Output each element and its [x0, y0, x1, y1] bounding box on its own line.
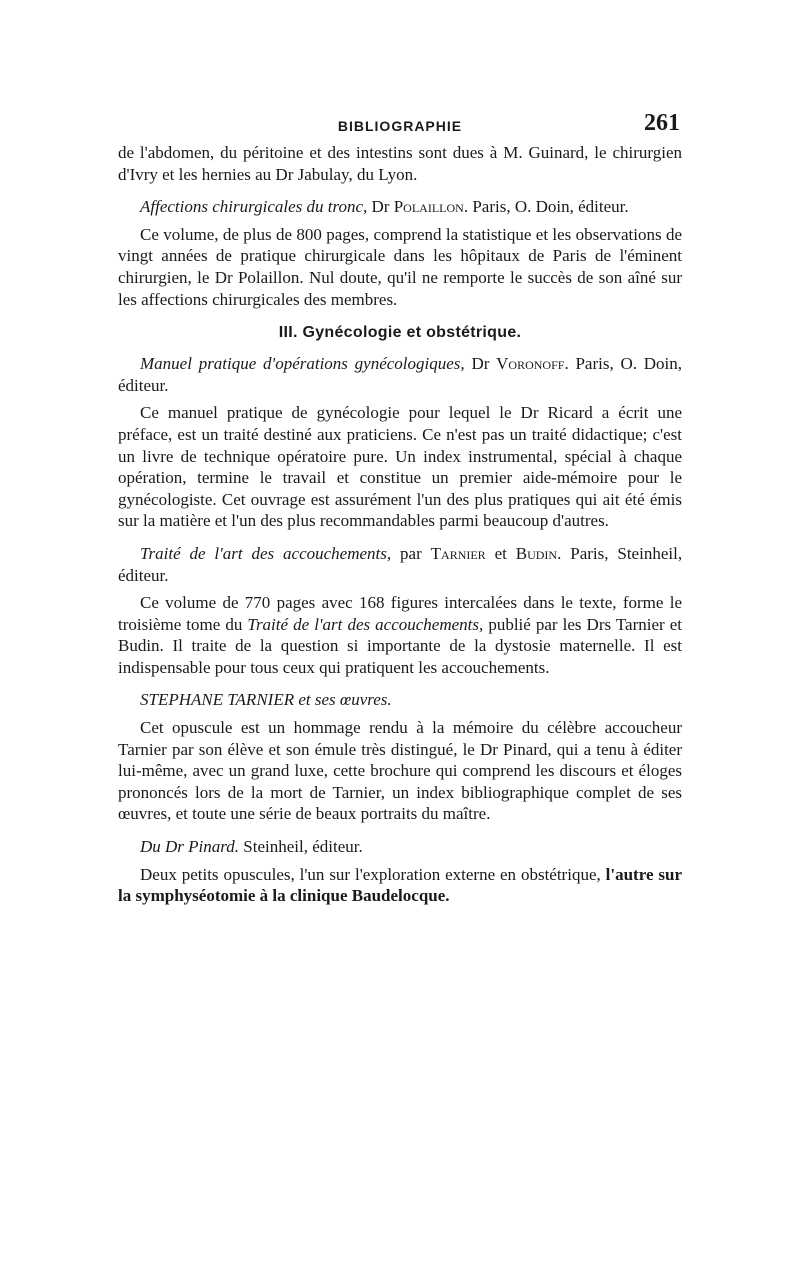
entry-title: Du Dr Pinard. [140, 837, 240, 857]
entry-publisher: Steinheil, éditeur. [243, 837, 363, 857]
entry-and: et [494, 543, 507, 563]
page-number: 261 [644, 110, 680, 136]
review-line: Deux petits opuscules, l'un sur l'exploration externe en obstétrique, [140, 864, 601, 884]
bibliography-entry-tarnier-budin [118, 543, 682, 586]
continuation-paragraph: de l'abdomen, du péritoine et des intestins sont dues à M. Guinard, le chirurgien d'Ivry et les hernies au Dr Jabulay, du Lyon. [118, 143, 682, 184]
review-cited-title: Traité de l'art des accouchements, [247, 614, 484, 634]
author-prefix: Dr [371, 197, 390, 217]
author-prefix: Dr [471, 354, 490, 374]
entry-author: Voronoff. [496, 354, 569, 374]
bibliography-entry-pinard [118, 836, 682, 858]
entry-connector: par [400, 543, 422, 563]
entry-author: Polaillon. [393, 197, 469, 217]
review-text: Ce volume de 770 pages avec 168 figures intercalées dans le texte, forme le troisième tome du [118, 593, 682, 634]
entry-title: Affections chirurgicales du tronc, [140, 197, 368, 217]
bibliography-entry-stephane-tarnier [118, 689, 682, 711]
entry-author: Tarnier [430, 543, 486, 563]
entry-author-2: Budin. [515, 543, 562, 563]
entry-publisher: Paris, O. Doin, éditeur. [118, 354, 683, 395]
review-text: publié par les Drs Tarnier et Budin. Il traite de la question si importante de la dystosie maternelle. Il est indispensable pour tous ceux qui pratiquent les accouchements. [118, 614, 683, 677]
review-paragraph: Ce volume, de plus de 800 pages, comprend la statistique et les observations de vingt années de pratique chirurgicale dans les hôpitaux de Paris de l'éminent chirurgien, le Dr Polaillon. Nul doute, qu'il ne remporte le succès de son aîné sur les affections chirurgicales des membres. [118, 224, 682, 309]
review-line: l'autre sur la symphyséotomie à la clinique Baudelocque. [118, 864, 682, 906]
review-paragraph [118, 592, 682, 678]
review-paragraph: Cet opuscule est un hommage rendu à la mémoire du célèbre accoucheur Tarnier par son élève et son émule très distingué, le Dr Pinard, qui a tenu à éditer lui-même, avec un grand luxe, cette brochure qui comprend les discours et éloges prononcés lors de la mort de Tarnier, un index bibliographique complet de ses œuvres, et toute une série de beaux portraits du maître. [118, 718, 682, 824]
review-paragraph [118, 864, 682, 907]
review-paragraph: Ce manuel pratique de gynécologie pour lequel le Dr Ricard a écrit une préface, est un traité destiné aux praticiens. Ce n'est pas un traité didactique; c'est un livre de technique opératoire pure. Un index instrumental, spécial à chaque opération, termine le travail et constitue un premier aide-mémoire pour le gynécologiste. Cet ouvrage est assurément l'un des plus pratiques qui ait été émis sur la matière et l'un des plus recommandables parmi beaucoup d'autres. [118, 403, 682, 531]
entry-publisher: Paris, O. Doin, éditeur. [472, 197, 629, 217]
entry-title: STEPHANE TARNIER et ses œuvres. [140, 690, 392, 710]
entry-publisher: Paris, Steinheil, éditeur. [118, 543, 683, 585]
bibliography-entry-voronoff [118, 353, 682, 396]
entry-title: Traité de l'art des accouchements, [140, 543, 392, 563]
section-heading: III. Gynécologie et obstétrique. [278, 324, 522, 342]
page-header [118, 108, 682, 142]
bibliography-entry-polaillon [118, 196, 682, 218]
entry-title: Manuel pratique d'opérations gynécologiques, [140, 354, 465, 374]
running-title: BIBLIOGRAPHIE [337, 118, 463, 134]
book-page [118, 108, 682, 907]
